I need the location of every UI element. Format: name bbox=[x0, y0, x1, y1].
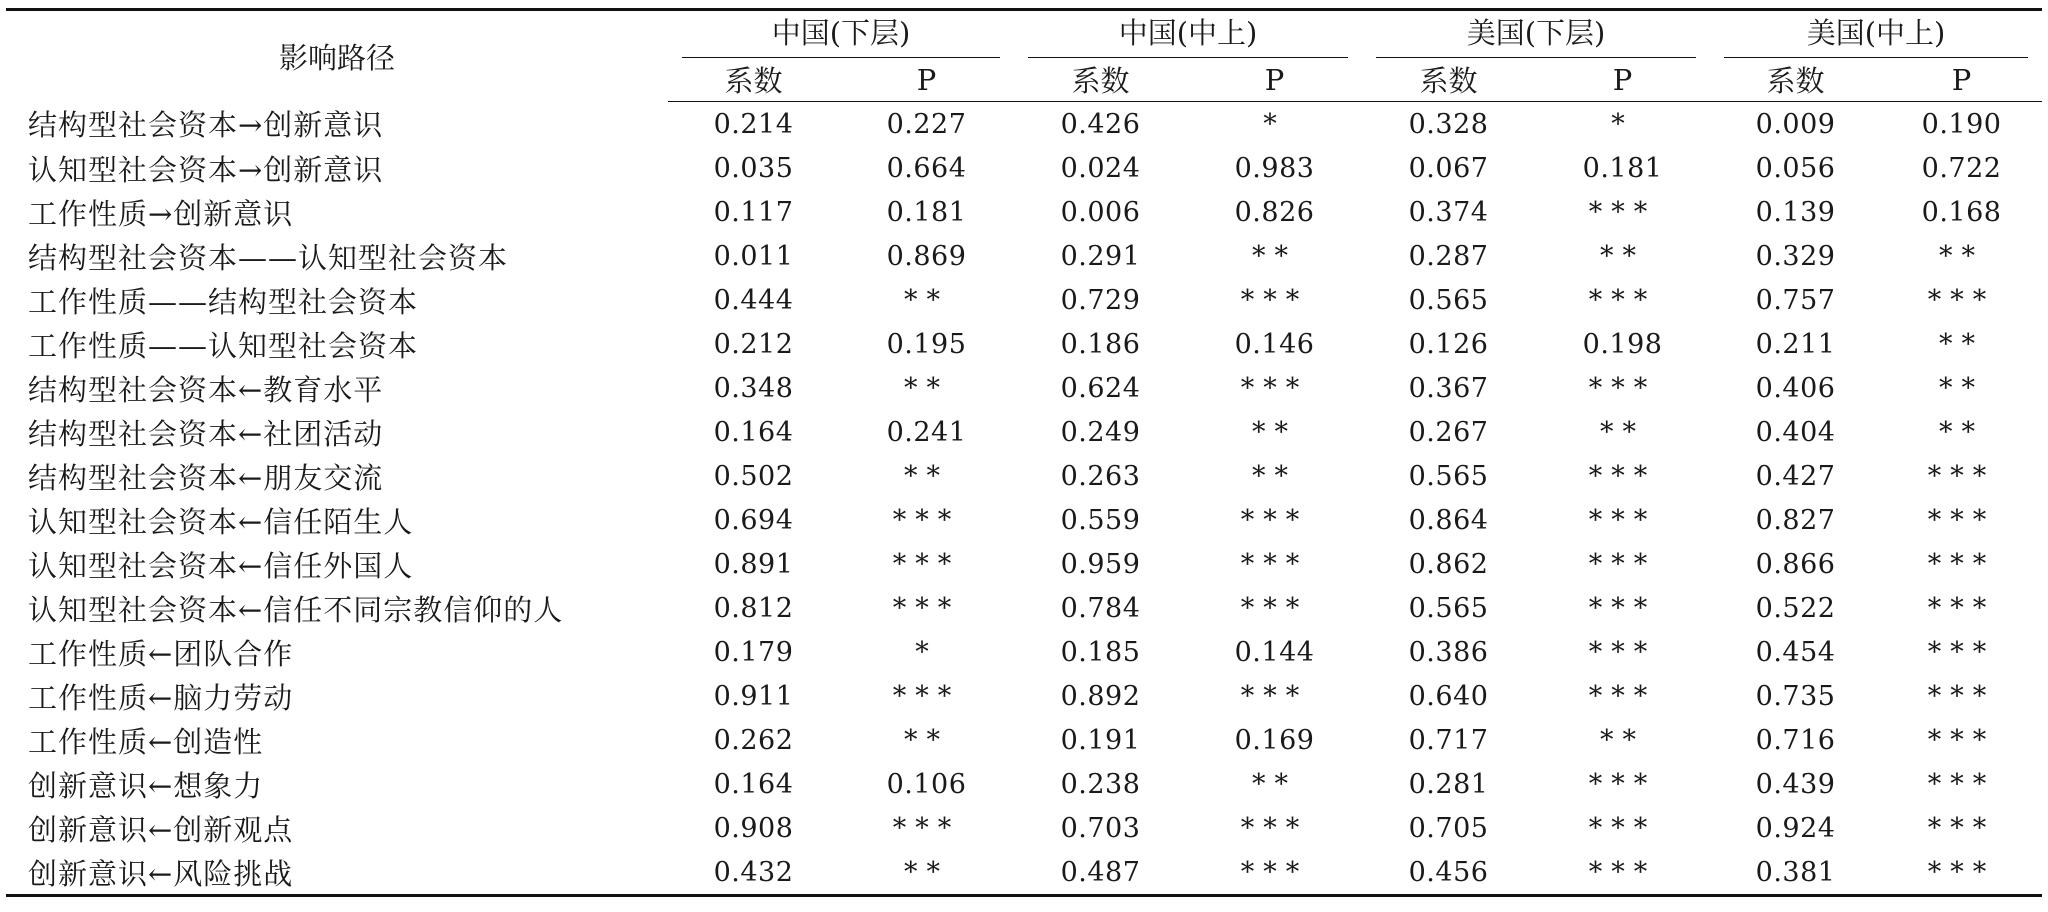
us-middle-upper-p-value-cell: *** bbox=[1927, 504, 1996, 536]
table-row bbox=[6, 806, 2042, 850]
us-lower-p-value-cell: *** bbox=[1588, 372, 1657, 404]
china-lower-coefficient-cell: 0.214 bbox=[713, 108, 794, 140]
us-lower-coefficient-cell: 0.717 bbox=[1408, 724, 1489, 756]
china-middle-upper-p-value-cell: 0.826 bbox=[1234, 196, 1315, 228]
path-label: 创新意识←创新观点 bbox=[28, 812, 294, 847]
us-lower-coefficient-cell: 0.267 bbox=[1408, 416, 1489, 448]
china-lower-p-value-cell: 0.195 bbox=[886, 328, 967, 360]
china-middle-upper-coefficient-cell: 0.263 bbox=[1060, 460, 1141, 492]
china-middle-upper-coefficient-cell: 0.238 bbox=[1060, 768, 1141, 800]
group-header-china-middle-upper: 中国(中上) bbox=[1014, 10, 1362, 59]
us-middle-upper-p-value-cell: *** bbox=[1927, 636, 1996, 668]
us-middle-upper-coefficient-cell: 0.056 bbox=[1755, 152, 1836, 184]
p-value-header: P bbox=[839, 58, 1014, 102]
china-middle-upper-coefficient-cell: 0.959 bbox=[1060, 548, 1141, 580]
china-middle-upper-p-value-cell: * bbox=[1263, 108, 1286, 140]
china-middle-upper-p-value-cell: *** bbox=[1240, 856, 1309, 888]
china-middle-upper-coefficient-cell: 0.291 bbox=[1060, 240, 1141, 272]
us-middle-upper-coefficient-cell: 0.716 bbox=[1755, 724, 1836, 756]
table-row bbox=[6, 278, 2042, 322]
path-label: 创新意识←风险挑战 bbox=[28, 856, 294, 891]
us-lower-p-value-cell: * bbox=[1611, 108, 1634, 140]
us-lower-p-value-cell: 0.198 bbox=[1582, 328, 1663, 360]
china-lower-p-value-cell: ** bbox=[904, 724, 949, 756]
china-lower-p-value-cell: *** bbox=[892, 504, 961, 536]
china-lower-p-value-cell: *** bbox=[892, 812, 961, 844]
china-lower-p-value-cell: 0.241 bbox=[886, 416, 967, 448]
china-middle-upper-p-value-cell: ** bbox=[1252, 416, 1298, 448]
path-label: 创新意识←想象力 bbox=[28, 768, 264, 803]
us-middle-upper-p-value-cell: ** bbox=[1939, 240, 1985, 272]
china-lower-coefficient-cell: 0.164 bbox=[713, 416, 794, 448]
china-middle-upper-p-value-cell: *** bbox=[1240, 592, 1309, 624]
china-lower-coefficient-cell: 0.891 bbox=[713, 548, 794, 580]
us-middle-upper-coefficient-cell: 0.827 bbox=[1755, 504, 1836, 536]
path-label: 认知型社会资本←信任外国人 bbox=[28, 548, 414, 583]
us-middle-upper-p-value-cell: *** bbox=[1927, 856, 1996, 888]
coefficient-header: 系数 bbox=[1710, 58, 1881, 102]
path-label: 结构型社会资本——认知型社会资本 bbox=[28, 240, 509, 275]
china-lower-coefficient-cell: 0.164 bbox=[713, 768, 794, 800]
china-lower-p-value-cell: *** bbox=[892, 592, 961, 624]
us-lower-coefficient-cell: 0.374 bbox=[1408, 196, 1489, 228]
china-middle-upper-p-value-cell: *** bbox=[1240, 812, 1309, 844]
china-lower-coefficient-cell: 0.212 bbox=[713, 328, 794, 360]
path-label: 工作性质←创造性 bbox=[28, 724, 264, 759]
path-label: 结构型社会资本←朋友交流 bbox=[28, 460, 384, 495]
path-label: 认知型社会资本←信任陌生人 bbox=[28, 504, 414, 539]
china-middle-upper-coefficient-cell: 0.024 bbox=[1060, 152, 1141, 184]
table-row bbox=[6, 674, 2042, 718]
us-middle-upper-coefficient-cell: 0.735 bbox=[1755, 680, 1836, 712]
p-value-header: P bbox=[1535, 58, 1710, 102]
china-lower-p-value-cell: ** bbox=[904, 372, 949, 404]
china-middle-upper-coefficient-cell: 0.191 bbox=[1060, 724, 1141, 756]
china-middle-upper-p-value-cell: 0.146 bbox=[1234, 328, 1315, 360]
china-middle-upper-p-value-cell: *** bbox=[1240, 372, 1309, 404]
us-middle-upper-coefficient-cell: 0.522 bbox=[1755, 592, 1836, 624]
us-middle-upper-coefficient-cell: 0.454 bbox=[1755, 636, 1836, 668]
path-coefficient-table-container bbox=[6, 8, 2042, 897]
us-middle-upper-coefficient-cell: 0.757 bbox=[1755, 284, 1836, 316]
us-middle-upper-coefficient-cell: 0.427 bbox=[1755, 460, 1836, 492]
china-middle-upper-coefficient-cell: 0.729 bbox=[1060, 284, 1141, 316]
us-lower-coefficient-cell: 0.367 bbox=[1408, 372, 1489, 404]
us-lower-p-value-cell: ** bbox=[1600, 724, 1646, 756]
china-middle-upper-p-value-cell: ** bbox=[1252, 240, 1298, 272]
us-lower-p-value-cell: *** bbox=[1588, 504, 1657, 536]
us-middle-upper-p-value-cell: *** bbox=[1927, 724, 1996, 756]
china-middle-upper-p-value-cell: 0.144 bbox=[1234, 636, 1315, 668]
china-lower-p-value-cell: * bbox=[915, 636, 938, 668]
us-lower-p-value-cell: *** bbox=[1588, 196, 1657, 228]
us-lower-p-value-cell: *** bbox=[1588, 680, 1657, 712]
us-lower-p-value-cell: *** bbox=[1588, 812, 1657, 844]
path-label: 工作性质→创新意识 bbox=[28, 196, 294, 231]
us-middle-upper-coefficient-cell: 0.381 bbox=[1755, 856, 1836, 888]
table-row bbox=[6, 586, 2042, 630]
us-middle-upper-p-value-cell: 0.168 bbox=[1921, 196, 2002, 228]
china-lower-p-value-cell: 0.106 bbox=[886, 768, 967, 800]
us-middle-upper-p-value-cell: ** bbox=[1939, 328, 1985, 360]
china-lower-coefficient-cell: 0.694 bbox=[713, 504, 794, 536]
table-row bbox=[6, 366, 2042, 410]
us-middle-upper-p-value-cell: *** bbox=[1927, 592, 1996, 624]
china-middle-upper-p-value-cell: *** bbox=[1240, 680, 1309, 712]
us-lower-p-value-cell: *** bbox=[1588, 548, 1657, 580]
path-label: 结构型社会资本→创新意识 bbox=[28, 108, 384, 143]
group-header-us-lower: 美国(下层) bbox=[1362, 10, 1710, 59]
path-label: 认知型社会资本←信任不同宗教信仰的人 bbox=[28, 592, 564, 627]
us-lower-coefficient-cell: 0.565 bbox=[1408, 284, 1489, 316]
china-middle-upper-coefficient-cell: 0.185 bbox=[1060, 636, 1141, 668]
p-value-header: P bbox=[1187, 58, 1362, 102]
coefficient-header: 系数 bbox=[1362, 58, 1535, 102]
us-lower-p-value-cell: *** bbox=[1588, 592, 1657, 624]
table-row bbox=[6, 454, 2042, 498]
us-middle-upper-p-value-cell: ** bbox=[1939, 372, 1985, 404]
us-lower-coefficient-cell: 0.862 bbox=[1408, 548, 1489, 580]
us-lower-coefficient-cell: 0.640 bbox=[1408, 680, 1489, 712]
china-middle-upper-p-value-cell: ** bbox=[1252, 768, 1298, 800]
table-body bbox=[6, 102, 2042, 896]
table-row bbox=[6, 410, 2042, 454]
path-label: 结构型社会资本←社团活动 bbox=[28, 416, 384, 451]
us-lower-coefficient-cell: 0.386 bbox=[1408, 636, 1489, 668]
china-lower-coefficient-cell: 0.035 bbox=[713, 152, 794, 184]
china-lower-coefficient-cell: 0.262 bbox=[713, 724, 794, 756]
china-lower-p-value-cell: *** bbox=[892, 548, 961, 580]
china-lower-p-value-cell: *** bbox=[892, 680, 961, 712]
china-lower-p-value-cell: 0.227 bbox=[886, 108, 967, 140]
path-coefficient-table bbox=[6, 8, 2042, 897]
us-lower-coefficient-cell: 0.281 bbox=[1408, 768, 1489, 800]
us-lower-p-value-cell: *** bbox=[1588, 460, 1657, 492]
table-row bbox=[6, 498, 2042, 542]
china-middle-upper-p-value-cell: 0.983 bbox=[1234, 152, 1315, 184]
table-row bbox=[6, 718, 2042, 762]
us-middle-upper-coefficient-cell: 0.211 bbox=[1755, 328, 1836, 360]
china-lower-p-value-cell: 0.664 bbox=[886, 152, 967, 184]
group-header-china-lower: 中国(下层) bbox=[668, 10, 1014, 59]
us-middle-upper-p-value-cell: *** bbox=[1927, 284, 1996, 316]
table-row bbox=[6, 630, 2042, 674]
china-middle-upper-coefficient-cell: 0.487 bbox=[1060, 856, 1141, 888]
us-lower-coefficient-cell: 0.456 bbox=[1408, 856, 1489, 888]
table-row bbox=[6, 542, 2042, 586]
us-middle-upper-p-value-cell: *** bbox=[1927, 768, 1996, 800]
china-middle-upper-coefficient-cell: 0.006 bbox=[1060, 196, 1141, 228]
us-middle-upper-p-value-cell: ** bbox=[1939, 416, 1985, 448]
path-label: 认知型社会资本→创新意识 bbox=[28, 152, 384, 187]
path-label: 工作性质←团队合作 bbox=[28, 636, 294, 671]
us-middle-upper-coefficient-cell: 0.439 bbox=[1755, 768, 1836, 800]
china-middle-upper-coefficient-cell: 0.624 bbox=[1060, 372, 1141, 404]
table-row bbox=[6, 102, 2042, 147]
china-lower-p-value-cell: ** bbox=[904, 856, 949, 888]
path-column-header: 影响路径 bbox=[278, 40, 395, 75]
china-middle-upper-p-value-cell: ** bbox=[1252, 460, 1298, 492]
group-header-us-middle-upper: 美国(中上) bbox=[1710, 10, 2042, 59]
us-lower-coefficient-cell: 0.705 bbox=[1408, 812, 1489, 844]
china-middle-upper-p-value-cell: 0.169 bbox=[1234, 724, 1315, 756]
header-row-groups bbox=[6, 10, 2042, 59]
us-middle-upper-p-value-cell: *** bbox=[1927, 812, 1996, 844]
china-lower-coefficient-cell: 0.444 bbox=[713, 284, 794, 316]
us-lower-p-value-cell: *** bbox=[1588, 636, 1657, 668]
path-label: 工作性质←脑力劳动 bbox=[28, 680, 294, 715]
china-middle-upper-coefficient-cell: 0.784 bbox=[1060, 592, 1141, 624]
table-row bbox=[6, 146, 2042, 190]
china-lower-coefficient-cell: 0.908 bbox=[713, 812, 794, 844]
us-middle-upper-coefficient-cell: 0.139 bbox=[1755, 196, 1836, 228]
us-lower-coefficient-cell: 0.287 bbox=[1408, 240, 1489, 272]
table-row bbox=[6, 850, 2042, 896]
china-middle-upper-coefficient-cell: 0.249 bbox=[1060, 416, 1141, 448]
china-middle-upper-p-value-cell: *** bbox=[1240, 504, 1309, 536]
us-lower-p-value-cell: ** bbox=[1600, 240, 1646, 272]
coefficient-header: 系数 bbox=[668, 58, 839, 102]
us-middle-upper-p-value-cell: *** bbox=[1927, 680, 1996, 712]
coefficient-header: 系数 bbox=[1014, 58, 1187, 102]
path-label: 工作性质——认知型社会资本 bbox=[28, 328, 419, 363]
china-middle-upper-coefficient-cell: 0.426 bbox=[1060, 108, 1141, 140]
china-lower-coefficient-cell: 0.812 bbox=[713, 592, 794, 624]
us-lower-coefficient-cell: 0.565 bbox=[1408, 460, 1489, 492]
china-middle-upper-p-value-cell: *** bbox=[1240, 284, 1309, 316]
table-row bbox=[6, 190, 2042, 234]
us-middle-upper-coefficient-cell: 0.404 bbox=[1755, 416, 1836, 448]
us-lower-p-value-cell: 0.181 bbox=[1582, 152, 1663, 184]
china-lower-coefficient-cell: 0.117 bbox=[713, 196, 794, 228]
us-lower-coefficient-cell: 0.864 bbox=[1408, 504, 1489, 536]
us-lower-coefficient-cell: 0.328 bbox=[1408, 108, 1489, 140]
table-row bbox=[6, 234, 2042, 278]
table-row bbox=[6, 322, 2042, 366]
us-middle-upper-coefficient-cell: 0.406 bbox=[1755, 372, 1836, 404]
us-lower-coefficient-cell: 0.067 bbox=[1408, 152, 1489, 184]
china-lower-p-value-cell: ** bbox=[904, 284, 949, 316]
china-middle-upper-coefficient-cell: 0.559 bbox=[1060, 504, 1141, 536]
china-middle-upper-coefficient-cell: 0.703 bbox=[1060, 812, 1141, 844]
china-middle-upper-p-value-cell: *** bbox=[1240, 548, 1309, 580]
china-lower-coefficient-cell: 0.179 bbox=[713, 636, 794, 668]
us-middle-upper-p-value-cell: 0.190 bbox=[1921, 108, 2002, 140]
us-lower-p-value-cell: *** bbox=[1588, 768, 1657, 800]
china-lower-coefficient-cell: 0.348 bbox=[713, 372, 794, 404]
us-middle-upper-coefficient-cell: 0.866 bbox=[1755, 548, 1836, 580]
us-lower-p-value-cell: ** bbox=[1600, 416, 1646, 448]
us-lower-p-value-cell: *** bbox=[1588, 856, 1657, 888]
us-middle-upper-p-value-cell: *** bbox=[1927, 548, 1996, 580]
china-lower-coefficient-cell: 0.432 bbox=[713, 856, 794, 888]
path-label: 工作性质——结构型社会资本 bbox=[28, 284, 419, 319]
china-lower-p-value-cell: 0.181 bbox=[886, 196, 967, 228]
china-middle-upper-coefficient-cell: 0.186 bbox=[1060, 328, 1141, 360]
us-middle-upper-p-value-cell: *** bbox=[1927, 460, 1996, 492]
china-lower-coefficient-cell: 0.502 bbox=[713, 460, 794, 492]
us-middle-upper-p-value-cell: 0.722 bbox=[1921, 152, 2002, 184]
china-middle-upper-coefficient-cell: 0.892 bbox=[1060, 680, 1141, 712]
us-middle-upper-coefficient-cell: 0.329 bbox=[1755, 240, 1836, 272]
us-lower-coefficient-cell: 0.565 bbox=[1408, 592, 1489, 624]
table-row bbox=[6, 762, 2042, 806]
china-lower-coefficient-cell: 0.911 bbox=[713, 680, 794, 712]
p-value-header: P bbox=[1881, 58, 2042, 102]
us-middle-upper-coefficient-cell: 0.009 bbox=[1755, 108, 1836, 140]
us-lower-p-value-cell: *** bbox=[1588, 284, 1657, 316]
china-lower-p-value-cell: ** bbox=[904, 460, 949, 492]
path-label: 结构型社会资本←教育水平 bbox=[28, 372, 384, 407]
us-lower-coefficient-cell: 0.126 bbox=[1408, 328, 1489, 360]
china-lower-p-value-cell: 0.869 bbox=[886, 240, 967, 272]
china-lower-coefficient-cell: 0.011 bbox=[713, 240, 794, 272]
us-middle-upper-coefficient-cell: 0.924 bbox=[1755, 812, 1836, 844]
